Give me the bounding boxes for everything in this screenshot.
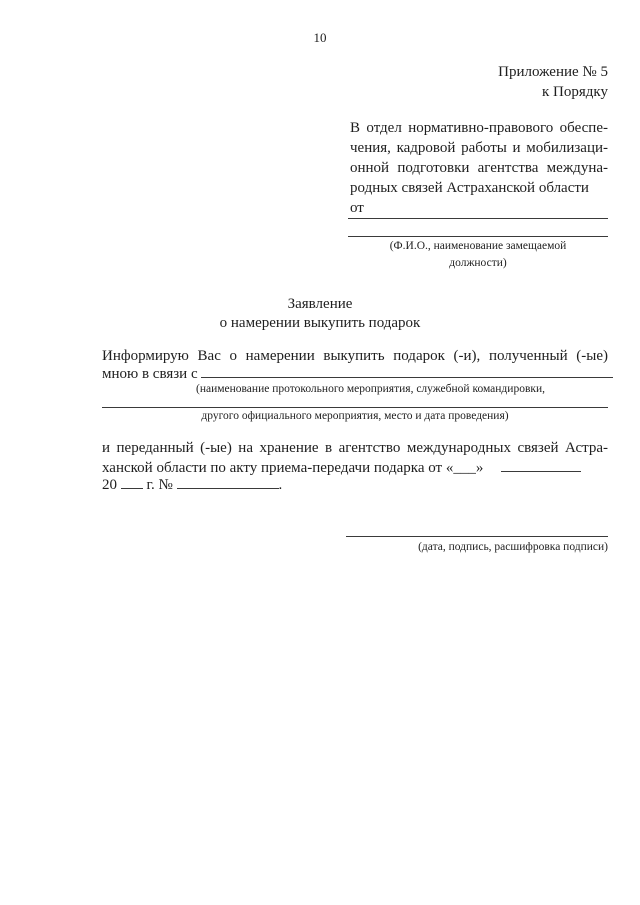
act-end-period: .: [278, 477, 283, 493]
act-year-blank: [121, 487, 143, 489]
name-caption: (Ф.И.О., наименование замещаемой: [389, 240, 567, 252]
body-line-2: [102, 364, 613, 384]
body-line-prefix: мною в связи с: [102, 366, 198, 382]
addressee-from-label: от: [350, 200, 364, 216]
addressee-line: чения, кадровой работы и мобилизаци-: [350, 140, 608, 156]
act-number-label: г. №: [146, 477, 173, 493]
page-number: 10: [313, 30, 327, 45]
document-subtitle: о намерении выкупить подарок: [219, 315, 421, 331]
act-number-blank: [177, 487, 279, 489]
addressee-line: онной подготовки агентства междуна-: [350, 160, 608, 176]
act-date-blank: [501, 470, 581, 472]
event-blank-line: [201, 376, 613, 378]
event-hint-cont: другого официального мероприятия, место и дата проведения): [201, 410, 509, 422]
name-blank-line-1: [348, 218, 608, 219]
act-date-prefix: ханской области по акту приема-передачи подарка от «___»: [102, 460, 484, 476]
name-caption-cont: должности): [449, 257, 507, 269]
signature-caption: (дата, подпись, расшифровка подписи): [418, 541, 608, 553]
appendix-order-ref: к Порядку: [542, 84, 608, 100]
addressee-line: В отдел нормативно-правового обеспе-: [350, 120, 608, 136]
addressee-block: [350, 118, 608, 218]
body-line: и переданный (-ые) на хранение в агентство международных связей Астра-: [102, 440, 608, 456]
signature-blank-line: [346, 536, 608, 537]
act-year-prefix: 20: [102, 477, 117, 493]
addressee-line: родных связей Астраханской области: [350, 180, 589, 196]
name-blank-line-2: [348, 236, 608, 237]
body-line-act-number: [102, 475, 282, 495]
appendix-label: Приложение № 5: [498, 64, 608, 80]
event-hint: (наименование протокольного мероприятия, служебной командировки,: [196, 383, 545, 395]
body-line: Информирую Вас о намерении выкупить подарок (-и), полученный (-ые): [102, 348, 608, 364]
event-blank-line-2: [102, 407, 608, 408]
document-title: Заявление: [287, 296, 353, 312]
